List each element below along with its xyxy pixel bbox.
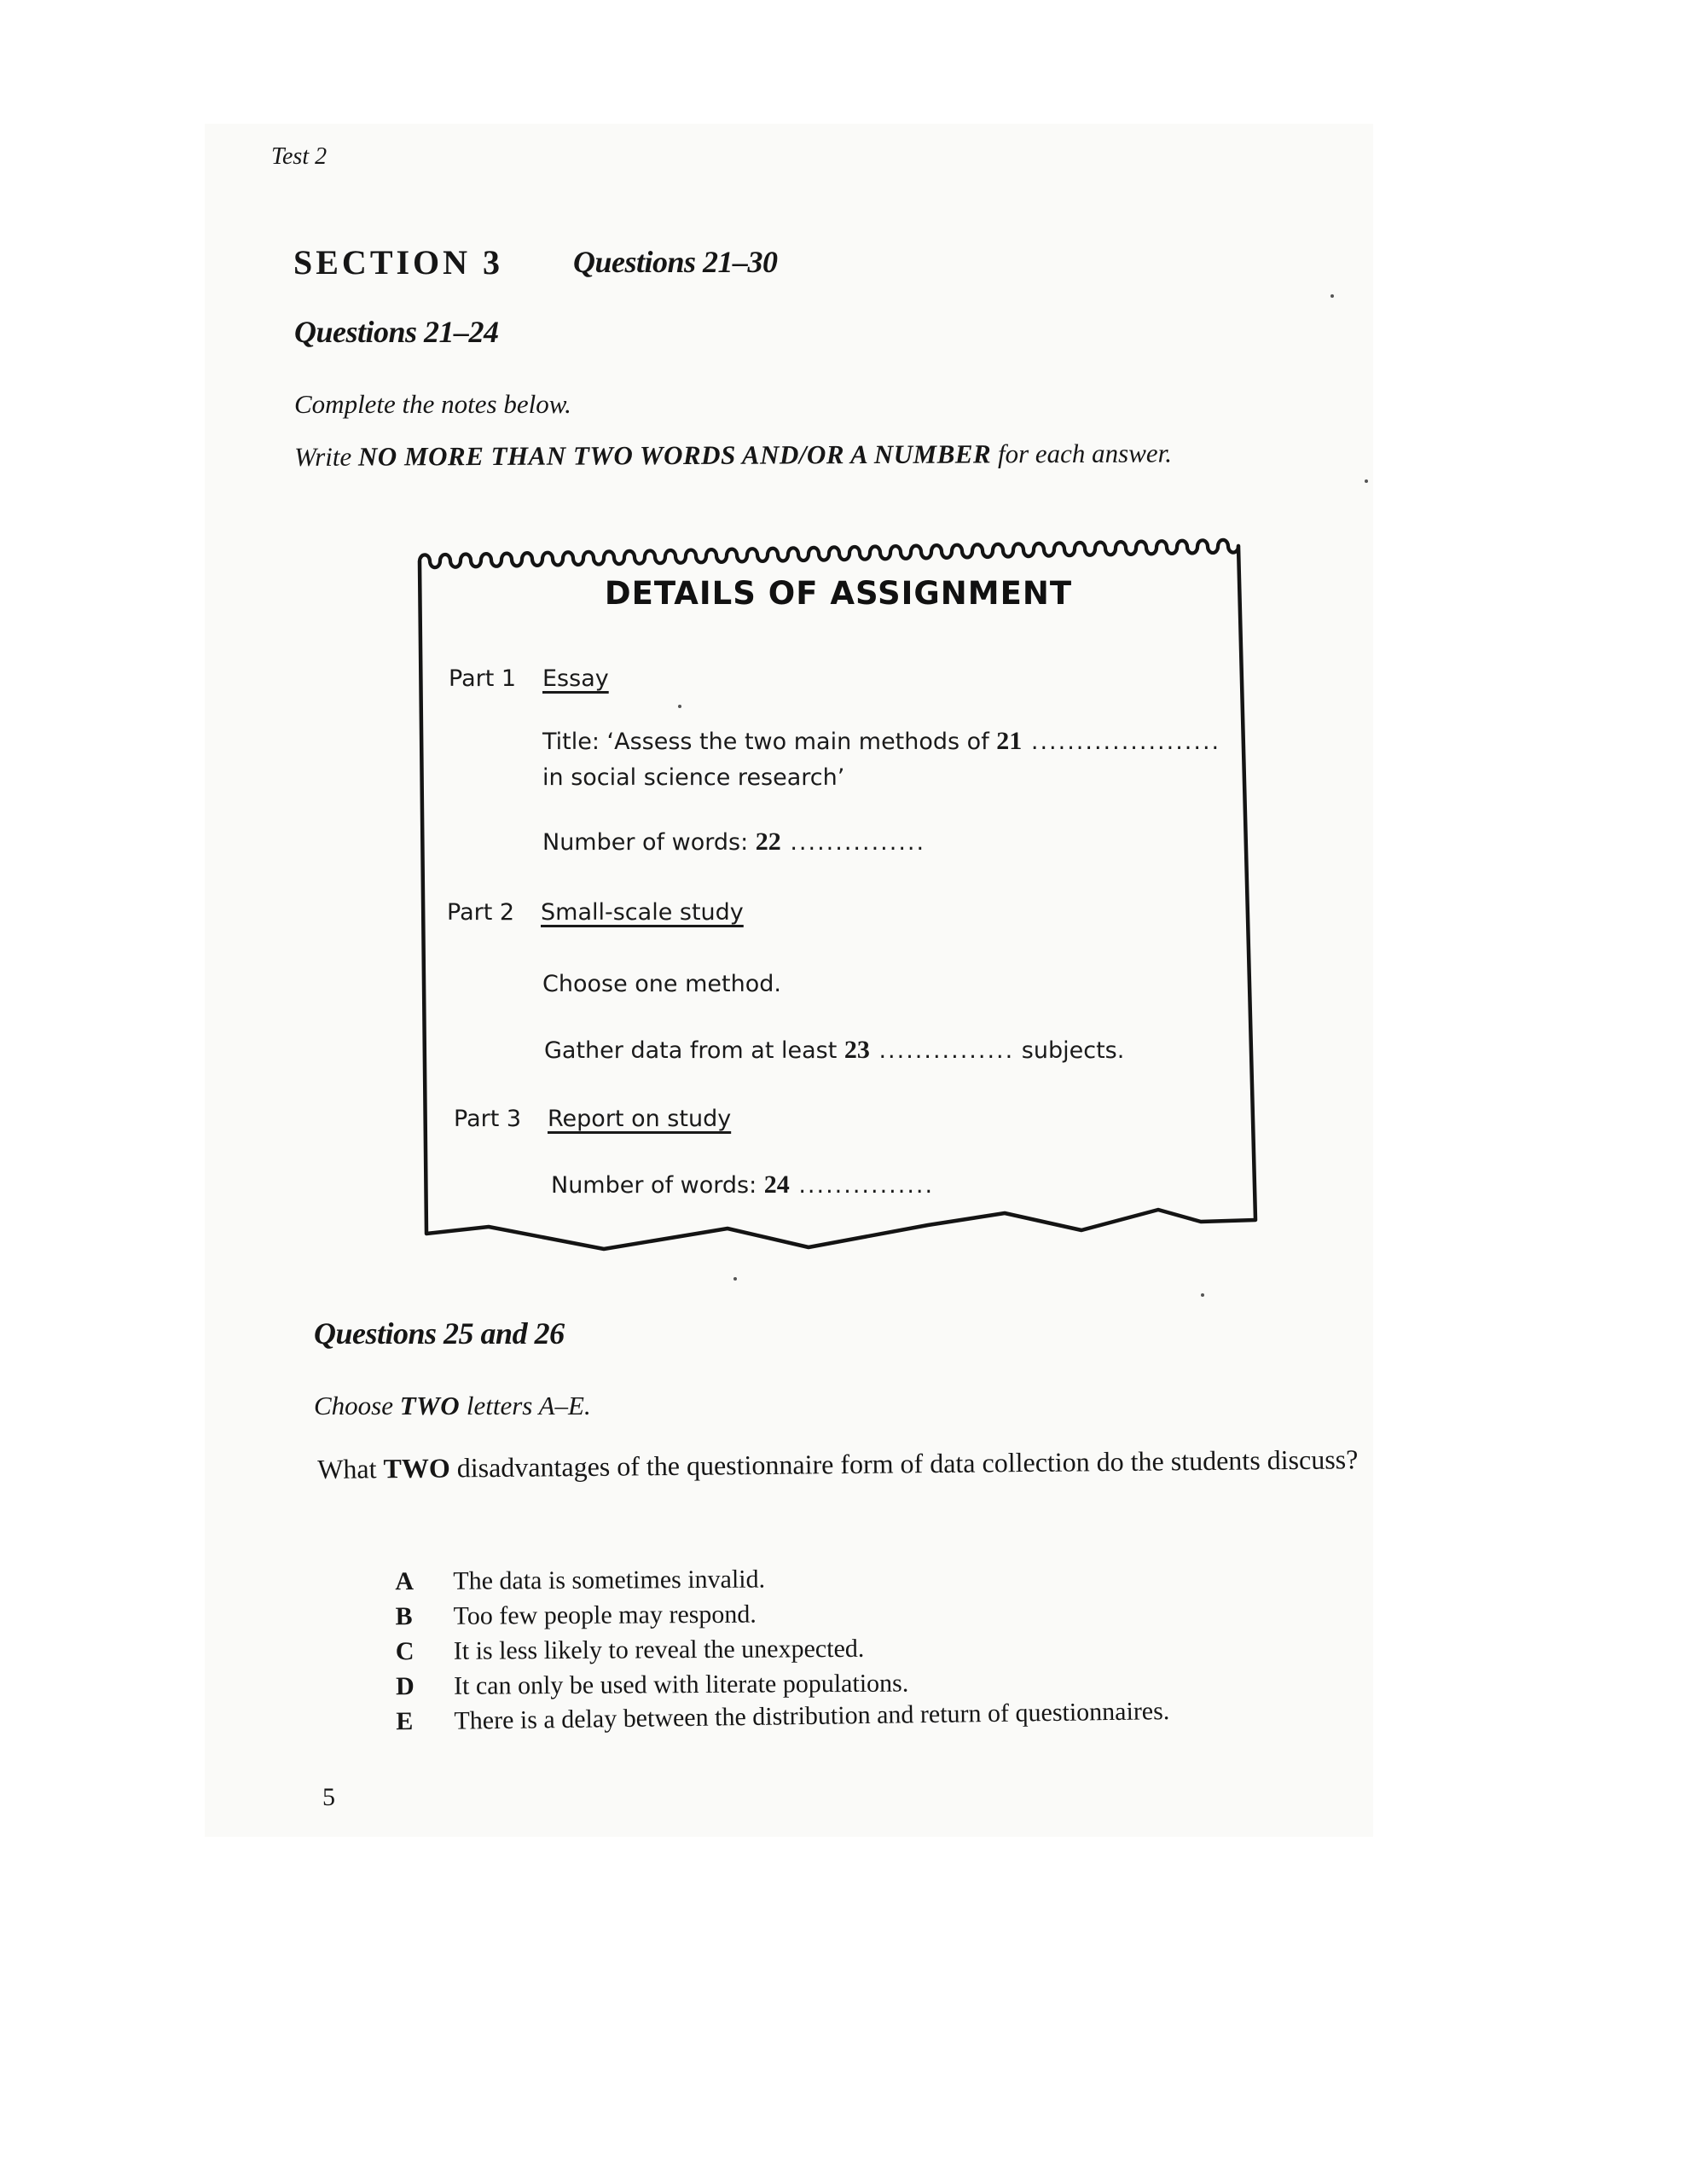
question-22-answer-line: ............... [780,829,926,856]
write-limit-bold: NO MORE THAN TWO WORDS AND/OR A NUMBER [357,439,992,472]
question-two-bold: TWO [383,1452,450,1484]
words-label: Number of words: [551,1172,764,1199]
question-21-number: 21 [996,727,1023,755]
part1-label: Part 1 [449,665,517,692]
question-24-number: 24 [763,1170,790,1199]
section-heading: SECTION 3 [293,243,504,282]
scan-speck [1201,1293,1204,1297]
question-suffix: disadvantages of the questionnaire form of data collection do the students discuss? [449,1443,1359,1484]
part2-label: Part 2 [447,899,515,926]
write-suffix: for each answer. [991,438,1173,469]
write-prefix: Write [294,441,359,472]
section-questions-range: Questions 21–30 [573,245,778,279]
question-prefix: What [317,1453,384,1484]
option-text: It can only be used with literate populations. [453,1669,909,1700]
question-23-number: 23 [844,1036,870,1064]
option-text: There is a delay between the distribution and return of questionnaires. [454,1697,1170,1735]
question-23-answer-line: ............... [869,1037,1015,1064]
part2-line1: Choose one method. [542,971,781,997]
questions-21-24-heading: Questions 21–24 [294,315,499,349]
scan-speck [1365,479,1368,483]
option-text: Too few people may respond. [453,1600,757,1630]
option-letter: B [395,1602,413,1631]
gather-prefix: Gather data from at least [544,1037,844,1064]
title-prefix: Title: ‘Assess the two main methods of [542,729,997,755]
choose-prefix: Choose [314,1391,400,1420]
question-24-answer-line: ............... [789,1172,935,1199]
choose-suffix: letters A–E. [460,1391,591,1420]
scan-speck [678,705,681,708]
option-text: The data is sometimes invalid. [453,1565,766,1595]
question-22-number: 22 [755,828,781,856]
part1-title-line2: in social science research’ [542,764,845,791]
part3-label: Part 3 [454,1106,522,1132]
option-letter: E [396,1707,414,1736]
running-header: Test 2 [271,143,328,170]
choose-two-bold: TWO [399,1391,461,1420]
option-letter: D [395,1672,415,1701]
option-letter: C [395,1637,415,1666]
scan-speck [1330,294,1334,298]
option-letter: A [395,1567,415,1596]
instruction-complete-notes: Complete the notes below. [294,389,571,419]
page-number: 5 [322,1783,335,1811]
questions-25-26-heading: Questions 25 and 26 [314,1316,565,1350]
question-21-answer-line: ..................... [1022,729,1221,755]
part1-heading: Essay [542,665,609,692]
notes-box-title: DETAILS OF ASSIGNMENT [604,575,1073,612]
gather-suffix: subjects. [1014,1037,1125,1064]
part2-heading: Small-scale study [541,899,744,926]
scan-speck [733,1277,737,1281]
part3-heading: Report on study [548,1106,732,1132]
option-text: It is less likely to reveal the unexpected. [453,1634,865,1665]
words-label: Number of words: [542,829,756,856]
